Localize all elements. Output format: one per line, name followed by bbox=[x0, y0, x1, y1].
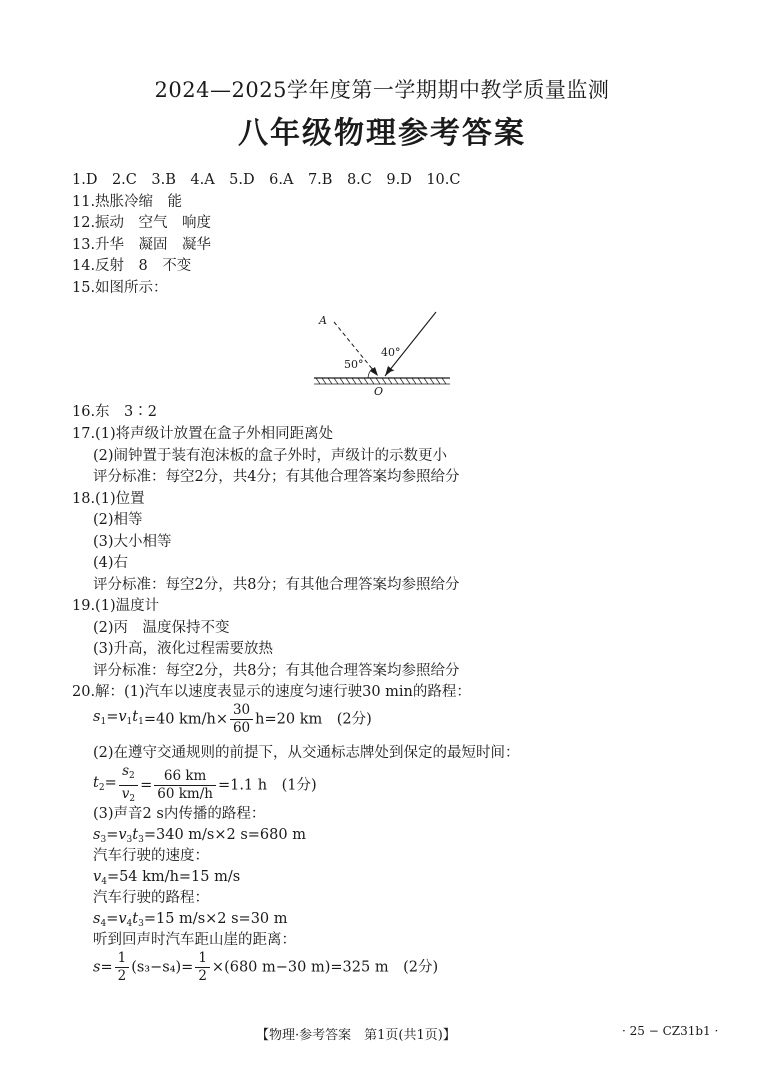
equation-2-denominator: 60 km/h bbox=[157, 786, 213, 802]
equation-5: $s_4=v_4t_3=15$ m/s×2 s=30 m bbox=[93, 911, 288, 929]
equation-4: $v_4=54$ km/h=15 m/s bbox=[93, 869, 241, 887]
answer-q19-2: (2)丙 温度保持不变 bbox=[93, 620, 230, 636]
answer-q20-1: 20.解：(1)汽车以速度表显示的速度匀速行驶30 min的路程： bbox=[72, 684, 471, 700]
answer-q20-3: (3)声音2 s内传播的路程： bbox=[93, 806, 266, 822]
equation-6-rhs: ×(680 m−30 m)=325 m (2分) bbox=[211, 959, 439, 976]
answer-car-speed: 汽车行驶的速度： bbox=[93, 848, 209, 864]
answer-q18-3: (3)大小相等 bbox=[93, 534, 172, 550]
point-a-label: A bbox=[319, 314, 327, 327]
equation-2: $t_2=$ $\frac{s_2}{v_2}$ = $\frac{66 km}{60 km/h}$ =1.1 h (1分) bbox=[93, 763, 317, 804]
answer-car-distance: 汽车行驶的路程： bbox=[93, 890, 209, 906]
answer-q19-3: (3)升高，液化过程需要放热 bbox=[93, 641, 274, 657]
equation-5-rhs: =15 m/s×2 s=30 m bbox=[143, 911, 288, 927]
answer-q19-score: 评分标准：每空2分，共8分；有其他合理答案均参照给分 bbox=[93, 663, 460, 679]
page-footer: 【物理·参考答案 第1页(共1页)】 bbox=[256, 1028, 456, 1043]
page-code: · 25 − CZ31b1 · bbox=[622, 1024, 719, 1038]
point-o-label: O bbox=[374, 385, 384, 398]
document-subtitle: 八年级物理参考答案 bbox=[238, 116, 526, 151]
answer-q12: 12.振动 空气 响度 bbox=[72, 215, 212, 231]
equation-1-denominator: 60 bbox=[232, 720, 251, 736]
equation-3-rhs: =340 m/s×2 s=680 m bbox=[143, 827, 306, 843]
answer-q11: 11.热胀冷缩 能 bbox=[72, 194, 183, 210]
equation-2-numerator: 66 km bbox=[154, 768, 216, 786]
answer-q13: 13.升华 凝固 凝华 bbox=[72, 237, 212, 253]
equation-1-numerator: 30 bbox=[230, 702, 253, 720]
answer-echo-distance: 听到回声时汽车距山崖的距离： bbox=[93, 932, 296, 948]
answer-q18-score: 评分标准：每空2分，共8分；有其他合理答案均参照给分 bbox=[93, 577, 460, 593]
incident-ray bbox=[385, 312, 436, 376]
answer-q17-score: 评分标准：每空2分，共4分；有其他合理答案均参照给分 bbox=[93, 469, 460, 485]
equation-1-rhs: h=20 km (2分) bbox=[255, 711, 372, 728]
mirror-hatching bbox=[316, 378, 446, 384]
answer-q18-2: (2)相等 bbox=[93, 512, 143, 528]
equation-1: $s_1=v_1t_1=40$ km/h× $\frac{30}{60}$ h=20 km (2分) bbox=[93, 702, 372, 736]
answer-choice: 1.D 2.C 3.B 4.A 5.D 6.A 7.B 8.C 9.D 10.C bbox=[72, 172, 461, 188]
answer-q20-2: (2)在遵守交通规则的前提下，从交通标志牌处到保定的最短时间： bbox=[93, 745, 520, 761]
answer-q18-4: (4)右 bbox=[93, 555, 129, 571]
answer-q17-2: (2)闹钟置于装有泡沫板的盒子外时，声级计的示数更小 bbox=[93, 448, 448, 464]
equation-2-rhs: =1.1 h (1分) bbox=[217, 777, 317, 794]
equation-6: s= $\frac{1}{2}$ (s₃−s₄)= $\frac{1}{2}$ ×(680 m−30 m)=325 m (2分) bbox=[93, 950, 439, 984]
answer-q14: 14.反射 8 不变 bbox=[72, 258, 192, 274]
angle-right-label: 40° bbox=[381, 346, 401, 359]
reflection-figure bbox=[312, 306, 452, 400]
answer-q15: 15.如图所示： bbox=[72, 280, 168, 296]
answer-q19-1: 19.(1)温度计 bbox=[72, 598, 160, 614]
equation-4-rhs: =54 km/h=15 m/s bbox=[106, 869, 241, 885]
answer-q17-1: 17.(1)将声级计放置在盒子外相同距离处 bbox=[72, 426, 334, 442]
equation-6-mid: (s₃−s₄)= bbox=[131, 959, 194, 976]
angle-left-label: 50° bbox=[344, 358, 364, 371]
answer-q16: 16.东 3∶2 bbox=[72, 404, 158, 420]
equation-3: $s_3=v_3t_3=340$ m/s×2 s=680 m bbox=[93, 827, 306, 845]
answer-q18-1: 18.(1)位置 bbox=[72, 491, 145, 507]
equation-1-lhs: =40 km/h× bbox=[143, 711, 228, 728]
document-title: 2024—2025学年度第一学期期中教学质量监测 bbox=[154, 78, 610, 102]
